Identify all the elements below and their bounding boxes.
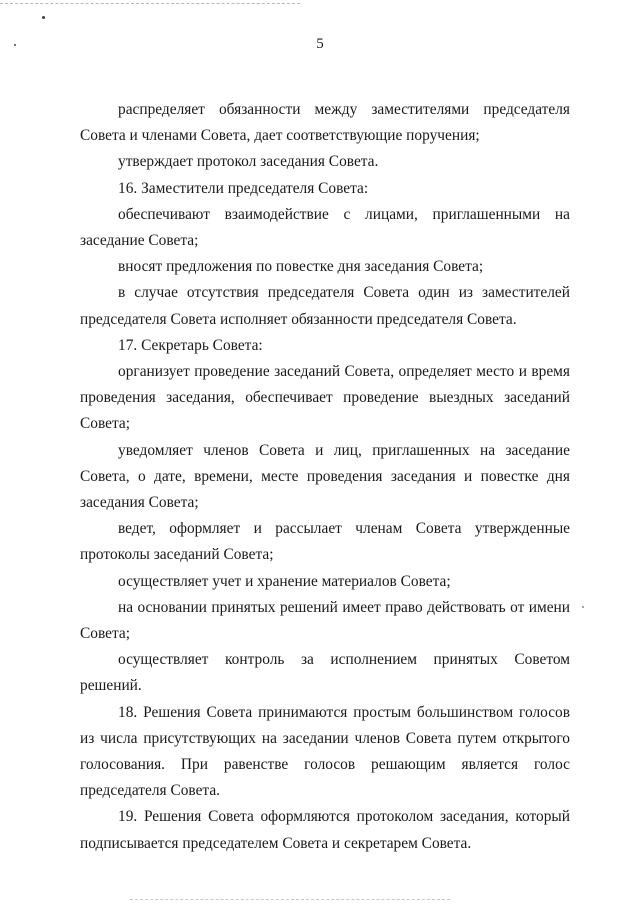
- paragraph: 17. Секретарь Совета:: [118, 336, 263, 354]
- paragraph: 19. Решения Совета оформляются протоколом заседания, который подписывается председателем Совета и секретарем Совета.: [80, 808, 570, 852]
- scan-speck: [42, 16, 45, 19]
- scan-edge-bottom: [130, 899, 450, 900]
- paragraph: организует проведение заседаний Совета, определяет место и время проведения заседания, обеспечивает проведение выездных заседаний Совета;: [80, 363, 570, 433]
- paragraph: 18. Решения Совета принимаются простым большинством голосов из числа присутствующих на заседании членов Совета путем открытого голосования. При равенстве голосов решающим является голос председателя Совета.: [80, 703, 570, 800]
- paragraph: распределяет обязанности между заместителями председателя Совета и членами Совета, дает соответствующие поручения;: [80, 101, 570, 145]
- paragraph: осуществляет учет и хранение материалов Совета;: [118, 572, 451, 590]
- paragraph: обеспечивают взаимодействие с лицами, приглашенными на заседание Совета;: [80, 205, 570, 250]
- document-body: [80, 97, 570, 857]
- paragraph: на основании принятых решений имеет право действовать от имени Совета;: [80, 598, 570, 643]
- paragraph: в случае отсутствия председателя Совета один из заместителей председателя Совета исполняет обязанности председателя Совета.: [80, 284, 570, 328]
- scan-speck: [582, 606, 584, 608]
- paragraph: утверждает протокол заседания Совета.: [118, 153, 379, 171]
- paragraph: ведет, оформляет и рассылает членам Совета утвержденные протоколы заседаний Совета;: [80, 520, 570, 564]
- paragraph: вносят предложения по повестке дня заседания Совета;: [118, 258, 484, 276]
- paragraph: уведомляет членов Совета и лиц, приглашенных на заседание Совета, о дате, времени, месте проведения заседания и повестке дня заседания Совета;: [80, 441, 570, 512]
- paragraph: осуществляет контроль за исполнением принятых Советом решений.: [80, 651, 570, 695]
- scan-edge-top: [0, 3, 300, 4]
- page-number: 5: [316, 36, 324, 52]
- paragraph: 16. Заместители председателя Совета:: [118, 179, 369, 197]
